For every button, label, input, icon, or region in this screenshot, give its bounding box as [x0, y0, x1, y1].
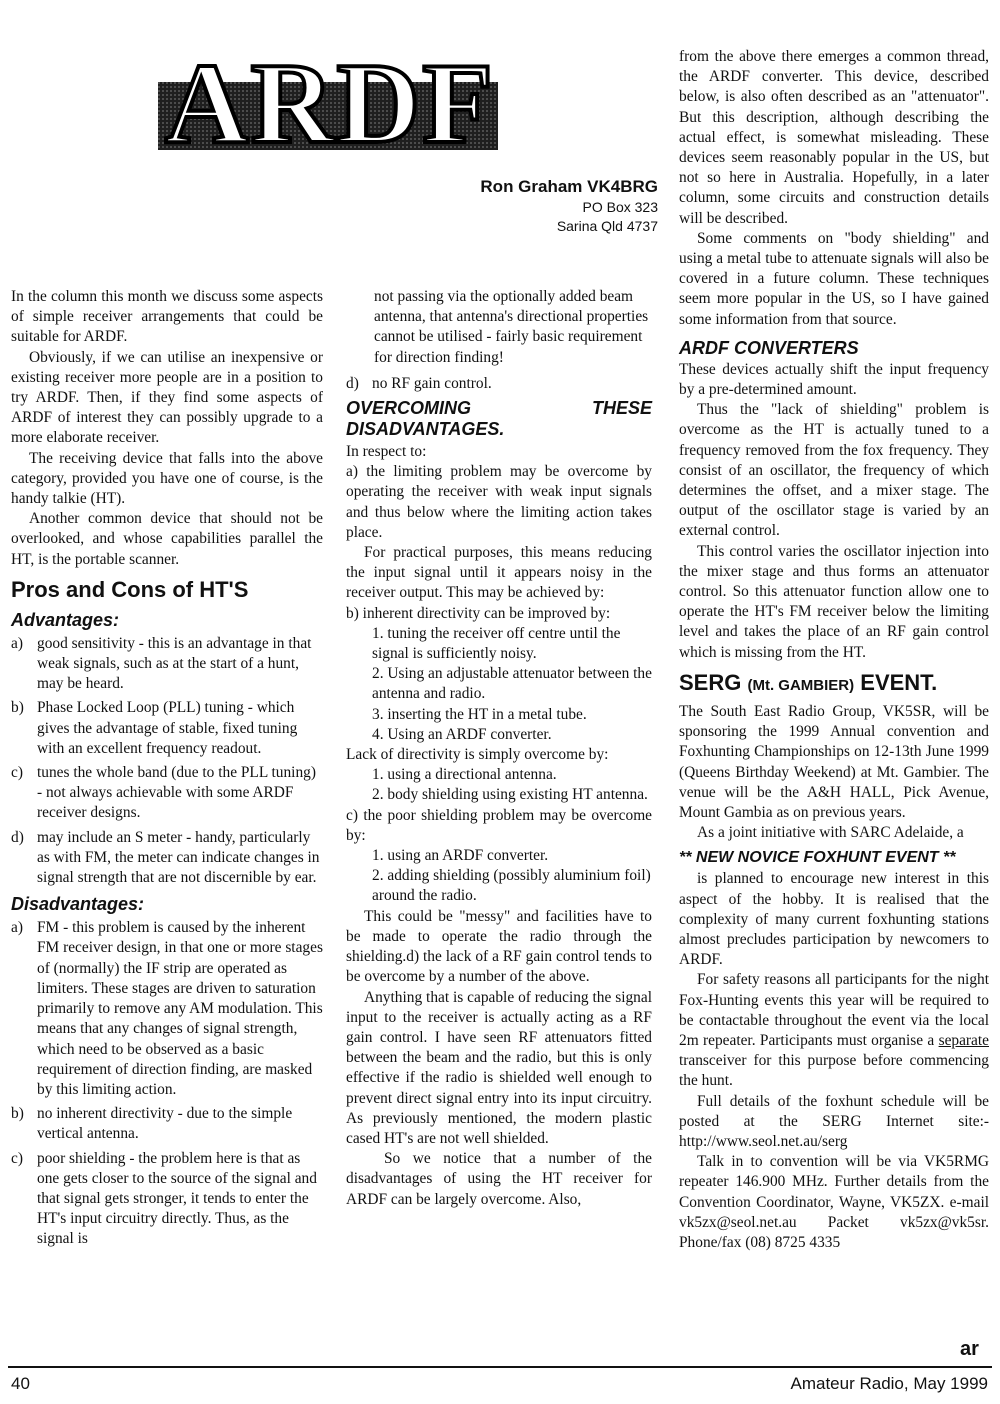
- text-run: For safety reasons all participants for the night Fox-Hunting events this year will be required to be contactable throughout the event via the local 2m repeater. Participants must organise a: [679, 971, 989, 1049]
- paragraph: The South East Radio Group, VK5SR, will be sponsoring the 1999 Annual convention and Foxhunting Championships on 12-13th June 1999 (Queens Birthday Weekend) at Mt. Gambier. The venue will be the A&H HALL, Pick Avenue, Mount Gambia as on previous years.: [679, 702, 989, 821]
- list-marker: a): [11, 919, 23, 937]
- list-marker: d): [11, 828, 24, 846]
- paragraph: In the column this month we discuss some aspects of simple receiver arrangements that could be suitable for ARDF.: [11, 288, 323, 346]
- paragraph: Thus the "lack of shielding" problem is overcome as the HT is actually tuned to a frequency removed from the fox frequency. They consist of an oscillator, the frequency of which determines the offset, and a mixer stage. The output of the oscillator stage is varied by an external control.: [679, 401, 989, 540]
- column-1: [11, 287, 323, 1254]
- paragraph: This control varies the oscillator injection into the mixer stage and thus forms an attenuator control. So this attenuator function allow one to operate the HT's FM receiver below the limiting level and takes the place of an RF gain control which is missing from the HT.: [679, 542, 989, 661]
- list-text: FM - this problem is caused by the inherent FM receiver design, in that one or more stages of (normally) the IF strip are operated as limiters. These stages are driven to saturation primarily to remove any AM modulation. This means that any changes of signal strength, which need to be observed as a basic requirement of direction finding, are masked by this limiting action.: [37, 919, 323, 1098]
- list-item: 1. tuning the receiver off centre until the signal is sufficiently noisy.: [372, 624, 621, 663]
- list-text: good sensitivity - this is an advantage in that weak signals, such as at the start of a hunt, may be heard.: [37, 634, 312, 693]
- underlined-word: separate: [938, 1031, 989, 1049]
- paragraph: The receiving device that falls into the above category, provided you have one of course, is the handy talkie (HT).: [11, 449, 323, 508]
- heading-part: EVENT.: [860, 669, 938, 695]
- section-heading: OVERCOMING THESE DISADVANTAGES.: [346, 398, 652, 440]
- footer-rule: [8, 1366, 992, 1368]
- list-marker: c): [11, 1149, 23, 1167]
- subheading-disadvantages: Disadvantages:: [11, 894, 145, 915]
- list-item: [11, 698, 323, 759]
- paragraph: Anything that is capable of reducing the signal input to the receiver is actually acting as a RF gain control. I have seen RF attenuators fitted between the beam and the radio, but this is only effective if the radio is shielded well enough to prevent direct signal entry into its input circuitry. As previously mentioned, the modern plastic cased HT's are not well shielded.: [346, 988, 652, 1147]
- list-text: Phase Locked Loop (PLL) tuning - which gives the advantage of stable, fixed tuning with an excellent frequency readout.: [37, 699, 298, 757]
- list-item: [11, 918, 323, 1100]
- list-item: [11, 634, 323, 695]
- list-marker: b): [11, 699, 24, 717]
- list-item: [11, 1104, 323, 1144]
- paragraph: is planned to encourage new interest in this aspect of the hobby. It is realised that the complexity of many current foxhunting stations almost precludes participation by newcomers to ARDF.: [679, 870, 989, 969]
- heading-part: (Mt. GAMBIER): [747, 676, 855, 694]
- list-item: [11, 828, 323, 889]
- paragraph: These devices actually shift the input frequency by a pre-determined amount.: [679, 360, 989, 399]
- text-run: transceiver for this purpose before commencing the hunt.: [679, 1052, 989, 1090]
- list-item: [11, 763, 323, 824]
- paragraph: a) the limiting problem may be overcome by operating the receiver with weak input signals and thus below where the limiting action takes place.: [346, 463, 652, 541]
- list-marker: b): [11, 1105, 24, 1123]
- list-item: 4. Using an ARDF converter.: [372, 725, 552, 743]
- end-mark: ar: [960, 1338, 979, 1360]
- paragraph: Lack of directivity is simply overcome by:: [346, 746, 609, 764]
- list-text: poor shielding - the problem here is that as one gets closer to the source of the signal and that signal gets stronger, it tends to enter the HT's input circuitry directly. Thus, as the signal is: [37, 1149, 317, 1248]
- paragraph: b) inherent directivity can be improved by:: [346, 604, 611, 622]
- section-heading: ARDF CONVERTERS: [679, 337, 859, 358]
- ardf-logo: [150, 38, 510, 158]
- list-text: may include an S meter - handy, particularly as with FM, the meter can indicate changes in signal strength that are not discernible by ear.: [37, 828, 320, 887]
- paragraph: Obviously, if we can utilise an inexpensive or existing receiver more people are in a position to try ARDF. Then, if they find some aspects of ARDF of interest they can possibly upgrade to a more elaborate receiver.: [11, 348, 323, 447]
- heading-part: SERG: [679, 669, 742, 695]
- paragraph: Talk in to convention will be via VK5RMG repeater 146.900 MHz. Further details from the Convention Coordinator, Wayne, VK5ZX. e-mail vk5zx@seol.net.au Packet vk5zx@vk5sr. Phone/fax (08) 8725 4335: [679, 1153, 989, 1251]
- list-item: 1. using an ARDF converter.: [372, 847, 549, 865]
- page-number: 40: [11, 1374, 30, 1393]
- column-2: [346, 287, 652, 1210]
- author-address-line1: PO Box 323: [582, 199, 658, 215]
- list-text: tunes the whole band (due to the PLL tuning) - not always achievable with some ARDF receiver designs.: [37, 764, 316, 822]
- section-heading: [679, 669, 989, 700]
- paragraph: [679, 970, 989, 1091]
- column-3: [679, 47, 989, 1253]
- list-item: 2. adding shielding (possibly aluminium foil) around the radio.: [372, 867, 651, 905]
- paragraph: For practical purposes, this means reducing the input signal until it appears noisy in the receiver output. This may be achieved by:: [346, 544, 652, 602]
- paragraph: not passing via the optionally added beam antenna, that antenna's directional properties cannot be utilised - fairly basic requirement for direction finding!: [374, 288, 649, 366]
- publication-line: Amateur Radio, May 1999: [790, 1374, 988, 1393]
- list-text: no inherent directivity - due to the simple vertical antenna.: [37, 1105, 293, 1143]
- list-marker: c): [11, 764, 23, 782]
- paragraph: from the above there emerges a common thread, the ARDF converter. This device, described below, is also often described as an "attenuator". But this description, although describing the actual effect, is somewhat misleading. These devices seem reasonably popular in the US, but not so here in Australia. Hopefully, in a later column, some circuits and construction details will be described.: [679, 48, 989, 227]
- paragraph: As a joint initiative with SARC Adelaide, a: [697, 824, 964, 842]
- list-item: [346, 374, 652, 394]
- paragraph: Some comments on "body shielding" and using a metal tube to attenuate signals will also be covered in a future column. These techniques seem more popular in the US, so I have gained some information from that source.: [679, 229, 989, 328]
- paragraph: Full details of the foxhunt schedule will be posted at the SERG Internet site:- http://www.seol.net.au/serg: [679, 1092, 989, 1150]
- list-item: 3. inserting the HT in a metal tube.: [372, 705, 587, 723]
- list-marker: d): [346, 374, 359, 392]
- logo-text: ARDF: [164, 40, 496, 158]
- paragraph: In respect to:: [346, 443, 427, 461]
- paragraph: Another common device that should not be overlooked, and whose capabilities parallel the HT, is the portable scanner.: [11, 510, 323, 568]
- subheading-advantages: Advantages:: [11, 609, 120, 630]
- section-heading: ** NEW NOVICE FOXHUNT EVENT **: [679, 849, 956, 867]
- list-item: 2. body shielding using existing HT antenna.: [372, 786, 648, 804]
- paragraph: So we notice that a number of the disadvantages of using the HT receiver for ARDF can be largely overcome. Also,: [346, 1150, 652, 1208]
- author-block: [330, 176, 658, 236]
- list-item: 1. using a directional antenna.: [372, 766, 557, 784]
- author-address-line2: Sarina Qld 4737: [556, 218, 658, 234]
- author-name: Ron Graham VK4BRG: [480, 177, 658, 196]
- section-heading: Pros and Cons of HT'S: [11, 576, 249, 602]
- list-text: no RF gain control.: [372, 374, 492, 392]
- paragraph: c) the poor shielding problem may be overcome by:: [346, 806, 652, 844]
- list-item: 2. Using an adjustable attenuator between the antenna and radio.: [372, 665, 652, 703]
- list-item: [11, 1149, 323, 1250]
- paragraph: This could be "messy" and facilities have to be made to operate the radio through the shielding.d) the lack of a RF gain control tends to be overcome by a number of the above.: [346, 907, 652, 986]
- list-marker: a): [11, 634, 23, 652]
